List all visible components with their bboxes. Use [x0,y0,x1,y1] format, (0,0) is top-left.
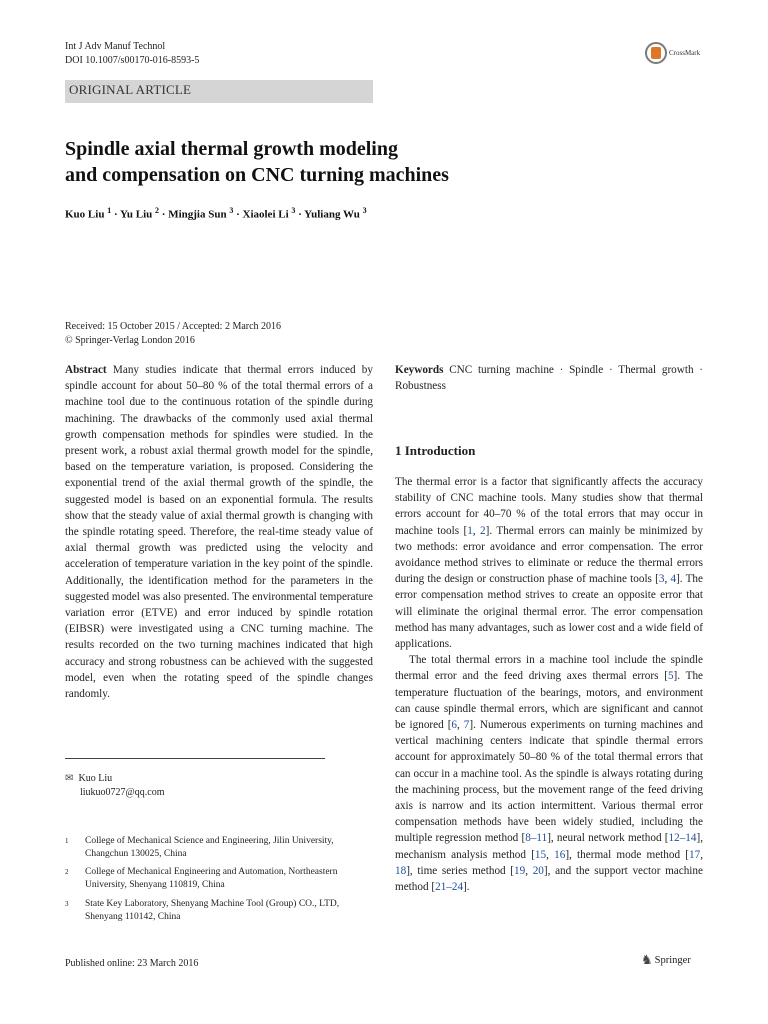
author-affiliation: 3 [291,206,296,215]
body-text: , [525,864,533,877]
author-affiliation: 2 [155,206,160,215]
author-affiliation: 3 [362,206,367,215]
author-separator: · [161,208,166,221]
crossmark-label: CrossMark [669,49,701,57]
affiliation [65,866,385,892]
affiliation-number: 1 [65,837,69,845]
publisher-name: Springer [654,954,691,966]
body-text: ], mechanism analysis method [ [395,832,703,861]
body-text: , [472,524,481,537]
affiliation-line: College of Mechanical Science and Engineering, Jilin University, [85,836,334,846]
affiliation-line: Changchun 130025, China [85,849,187,859]
body-text: ], and the support vector machine method [ [395,864,703,894]
abstract [65,362,373,702]
journal-header [65,40,199,68]
article-dates [65,320,281,348]
author-affiliation: 3 [229,206,234,215]
title-line-1: Spindle axial thermal growth modeling [65,138,398,160]
citation-link[interactable]: 12–14 [668,832,697,845]
body-text: , [546,848,555,861]
affiliation-number: 3 [65,900,69,908]
body-text: ]. The temperature fluctuation of the bearings, motors, and environment can cause spindle thermal errors, which are significant and cannot be ignored [ [395,670,703,732]
corresponding-author: Kuo Liu [78,773,113,784]
body-text: ]. Numerous experiments on turning machines and vertical machining centers indicate that spindle thermal errors account for approximately 50–80 % of the total thermal errors that can occur in a machine tool. As the spindle is always rotating during the machining process, but the movement range of the feed driving axis is narrow and its action intermittent. Various thermal error compensation methods have been widely studied, including the multiple regression method [ [395,719,703,845]
citation-link[interactable]: 18 [395,864,407,877]
affiliation-number: 2 [65,868,69,876]
author-name[interactable]: Mingjia Sun [168,208,227,221]
body-text: ], neural network method [ [547,832,669,845]
citation-link[interactable]: 15 [534,848,547,861]
paper-title [65,136,665,188]
corresponding-email[interactable]: liukuo0727@qq.com [80,787,165,798]
affiliation-line: State Key Laboratory, Shenyang Machine Tool (Group) CO., LTD, [85,899,340,909]
body-text: , [664,573,671,586]
body-text: , [457,719,464,732]
published-date: Published online: 23 March 2016 [65,958,199,969]
author-name[interactable]: Yu Liu [119,208,153,221]
citation-link[interactable]: 3 [658,573,665,586]
author-affiliation: 1 [107,206,112,215]
body-text: ], time series method [ [406,864,515,877]
citation-link[interactable]: 19 [514,864,526,877]
author-separator: · [298,208,302,221]
body-text: ]. Thermal errors can mainly be minimized by two methods: error avoidance and error compensation. The error avoidance method strives to eliminate or reduce the thermal errors during the design or construction phase of machine tools [ [395,524,703,586]
body-text: ]. [463,881,470,894]
title-line-2: and compensation on CNC turning machines [65,164,449,186]
affiliation-line: University, Shenyang 110819, China [85,880,225,890]
correspondence [65,772,164,800]
author-separator: · [236,208,240,221]
body-text: , [700,848,703,861]
springer-horse-icon: ♞ [641,952,653,967]
author-name[interactable]: Kuo Liu [65,208,105,221]
doi[interactable]: DOI 10.1007/s00170-016-8593-5 [65,55,200,66]
keywords-text: CNC turning machine · Spindle · Thermal growth · Robustness [395,364,704,393]
citation-link[interactable]: 5 [667,670,674,683]
citation-link[interactable]: 7 [463,719,470,732]
citation-link[interactable]: 1 [467,524,473,537]
intro-paragraph [395,474,703,652]
article-type: ORIGINAL ARTICLE [69,82,192,97]
affiliation [65,898,385,924]
author-separator: · [113,208,118,221]
author-name[interactable]: Xiaolei Li [242,208,289,221]
body-text: ], thermal mode method [ [565,848,690,861]
crossmark-icon [645,42,667,64]
intro-paragraph [395,652,703,895]
crossmark-badge[interactable] [645,42,700,64]
footnote-divider [65,758,325,759]
abstract-text: Many studies indicate that thermal errors induced by spindle account for about 50–80 % of the total thermal errors of a machine tool due to the continuous rotation of the spindle during machining. The drawbacks of the commonly used axial thermal growth compensation methods for spindles were studied. In the present work, a robust axial thermal growth model for the spindle, based on the temperature variation, is proposed. Considering the exponential trend of the axial thermal growth of the spindle, the suggested model is based on an exponential formula. The results show that the steady value of axial thermal growth is changing with the spindle rotating speed. Therefore, the real-time steady value of axial thermal growth was predicted using the velocity and acceleration of temperature variation in the key point of the spindle. Additionally, the identification method for the parameters in the suggested model was also presented. The environmental temperature variation error (ETVE) and error induced by spindle rotation (EIBSR) were investigated using a CNC turning machine. The results recorded on the two turning machines indicated that high accuracy and strong robustness can be achieved with the suggested model, even when the rotating speed of the spindle changes randomly. [65,364,373,701]
affiliation-line: College of Mechanical Engineering and Automation, Northeastern [85,867,338,877]
affiliation [65,835,385,861]
citation-link[interactable]: 2 [480,524,486,537]
article-type-bar [65,80,373,103]
keywords [395,362,703,394]
keywords-heading: Keywords [395,364,444,376]
abstract-heading: Abstract [65,364,107,376]
citation-link[interactable]: 8–11 [525,832,548,845]
body-text: The total thermal errors in a machine tool include the spindle thermal error and the feed driving axes thermal errors [ [395,654,703,683]
citation-link[interactable]: 17 [689,848,701,861]
received-accepted: Received: 15 October 2015 / Accepted: 2 March 2016 [65,321,282,332]
introduction-body [395,474,703,895]
journal-name: Int J Adv Manuf Technol [65,41,166,52]
publisher-logo [641,952,691,968]
author-list [65,206,367,221]
body-text: The thermal error is a factor that significantly affects the accuracy stability of CNC machine tools. Many studies show that thermal errors account for 40–70 % of the total errors that may occur in machine tools [ [395,476,703,537]
affiliation-line: Shenyang 110142, China [85,912,181,922]
citation-link[interactable]: 16 [554,848,566,861]
copyright: © Springer-Verlag London 2016 [65,335,195,346]
citation-link[interactable]: 6 [451,719,458,732]
citation-link[interactable]: 4 [670,573,677,586]
section-heading: 1 Introduction [395,443,476,458]
citation-link[interactable]: 20 [532,864,544,877]
envelope-icon: ✉ [65,773,74,784]
citation-link[interactable]: 21–24 [435,881,464,894]
body-text: ]. The error compensation method strives to create an opposite error that will eliminate the original thermal error. The error compensation method has many advantages, such as lower cost and a wide field of applications. [395,573,703,651]
author-name[interactable]: Yuliang Wu [304,208,360,221]
